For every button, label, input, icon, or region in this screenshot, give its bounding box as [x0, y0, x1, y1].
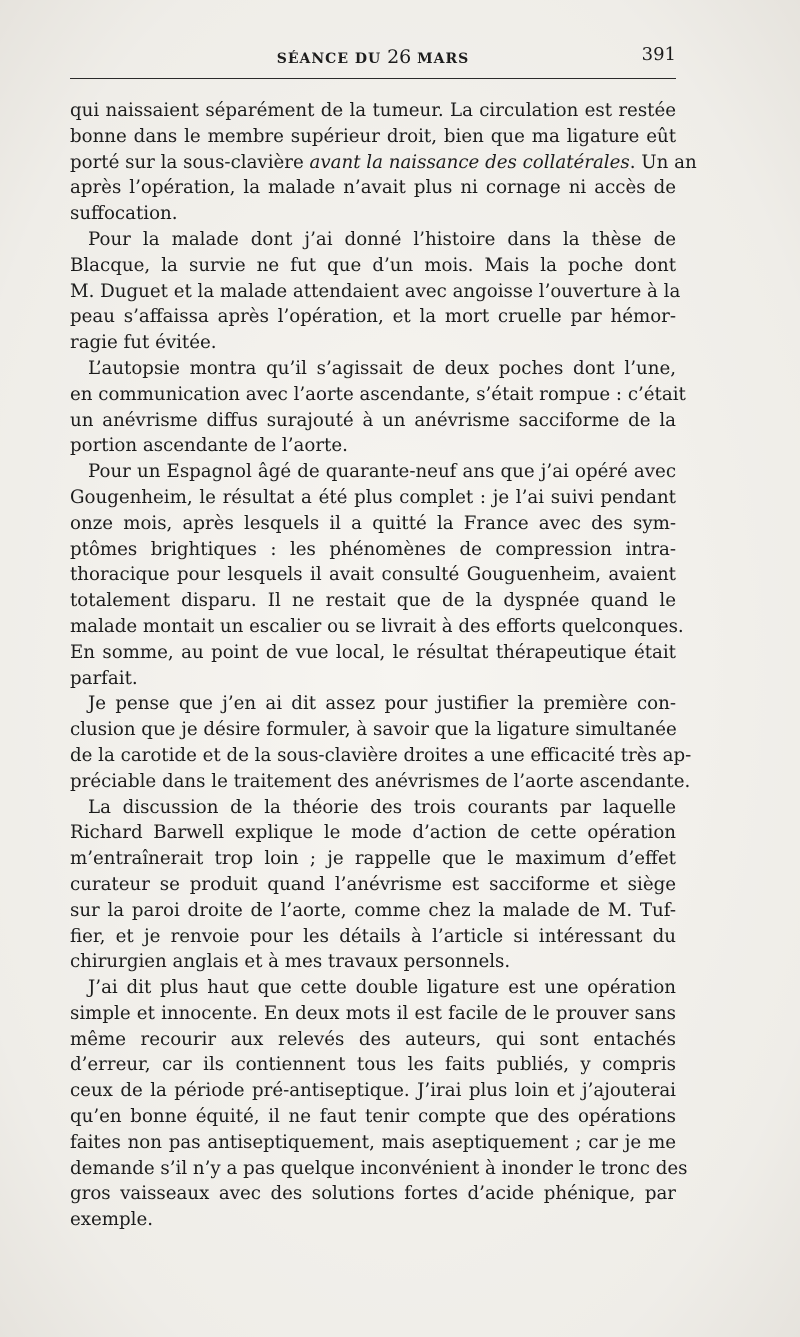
text-line: de la carotide et de la sous-clavière droites a une efficacité très ap- [70, 744, 692, 766]
text-line: préciable dans le traitement des anévrismes de l’aorte ascendante. [70, 770, 691, 792]
text-line: m’entraînerait trop loin ; je rappelle que le maximum d’effet [70, 848, 676, 870]
text-line: malade montait un escalier ou se livrait à des efforts quelconques. [70, 615, 684, 637]
text-line: En somme, au point de vue local, le résultat thérapeutique était [70, 641, 676, 663]
page-header [70, 40, 676, 70]
text-line: ptômes brightiques : les phénomènes de compression intra- [70, 538, 676, 560]
text-line: un anévrisme diffus surajouté à un anévrisme sacciforme de la [70, 409, 676, 431]
text-line: Pour la malade dont j’ai donné l’histoire dans la thèse de [88, 228, 676, 250]
running-title-day: 26 [387, 46, 412, 68]
running-title-month: MARS [417, 51, 470, 67]
text-line: La discussion de la théorie des trois courants par laquelle [88, 796, 676, 818]
text-line: thoracique pour lesquels il avait consulté Gouguenheim, avaient [70, 564, 676, 586]
text-line: même recourir aux relevés des auteurs, qui sont entachés [70, 1028, 676, 1050]
text-line: après l’opération, la malade n’avait plus ni cornage ni accès de [70, 177, 676, 199]
text-line: ceux de la période pré-antiseptique. J’irai plus loin et j’ajouterai [70, 1080, 676, 1102]
header-rule [70, 78, 676, 79]
text-line: suffocation. [70, 203, 178, 225]
text-line: demande s’il n’y a pas quelque inconvénient à inonder le tronc des [70, 1157, 688, 1179]
paragraph [70, 227, 681, 356]
text-line: chirurgien anglais et à mes travaux personnels. [70, 951, 511, 973]
text-line: portion ascendante de l’aorte. [70, 435, 348, 457]
text-line: L’autopsie montra qu’il s’agissait de deux poches dont l’une, [88, 357, 676, 379]
page-number: 391 [641, 44, 676, 65]
text-line: sur la paroi droite de l’aorte, comme chez la malade de M. Tuf- [70, 899, 676, 921]
text-line: J’ai dit plus haut que cette double ligature est une opération [88, 977, 676, 999]
text-line: Richard Barwell explique le mode d’action de cette opération [70, 822, 676, 844]
text-line: Blacque, la survie ne fut que d’un mois. Mais la poche dont [70, 254, 676, 276]
text-line: fier, et je renvoie pour les détails à l’article si intéressant du [70, 925, 676, 947]
text-line: exemple. [70, 1209, 154, 1231]
body-text [70, 98, 697, 1233]
text-line: Pour un Espagnol âgé de quarante-neuf ans que j’ai opéré avec [88, 461, 676, 483]
text-line: peau s’affaissa après l’opération, et la mort cruelle par hémor- [70, 306, 676, 328]
text-line: Gougenheim, le résultat a été plus complet : je l’ai suivi pendant [70, 486, 676, 508]
text-line: onze mois, après lesquels il a quitté la France avec des sym- [70, 512, 676, 534]
paragraph [70, 975, 688, 1233]
text-line: parfait. [70, 667, 138, 689]
text-line: simple et innocente. En deux mots il est facile de le prouver sans [70, 1002, 676, 1024]
text-line: totalement disparu. Il ne restait que de la dyspnée quand le [70, 590, 676, 612]
text-line: en communication avec l’aorte ascendante, s’était rompue : c’était [70, 383, 686, 405]
paragraph [70, 691, 692, 794]
text-line: qui naissaient séparément de la tumeur. La circulation est restée [70, 100, 676, 121]
text-line: porté sur la sous-clavière avant la naissance des collatérales. Un an [70, 151, 697, 173]
running-title-part: SÉANCE DU [276, 51, 382, 67]
text-line: gros vaisseaux avec des solutions fortes d’acide phénique, par [70, 1183, 676, 1205]
running-title [70, 46, 676, 68]
text-line: bonne dans le membre supérieur droit, bien que ma ligature eût [70, 125, 676, 147]
paragraph [70, 795, 676, 976]
text-line: clusion que je désire formuler, à savoir que la ligature simultanée [70, 719, 677, 741]
text-line: ragie fut évitée. [70, 332, 217, 354]
paragraph [70, 98, 697, 227]
text-line: Je pense que j’en ai dit assez pour justifier la première con- [88, 693, 676, 715]
text-line: d’erreur, car ils contiennent tous les faits publiés, y compris [70, 1054, 676, 1076]
paragraph [70, 356, 686, 459]
text-line: faites non pas antiseptiquement, mais aseptiquement ; car je me [70, 1131, 676, 1153]
paragraph [70, 459, 684, 691]
text-line: qu’en bonne équité, il ne faut tenir compte que des opérations [70, 1106, 676, 1128]
text-line: curateur se produit quand l’anévrisme est sacciforme et siège [70, 873, 676, 895]
text-line: M. Duguet et la malade attendaient avec angoisse l’ouverture à la [70, 280, 681, 302]
